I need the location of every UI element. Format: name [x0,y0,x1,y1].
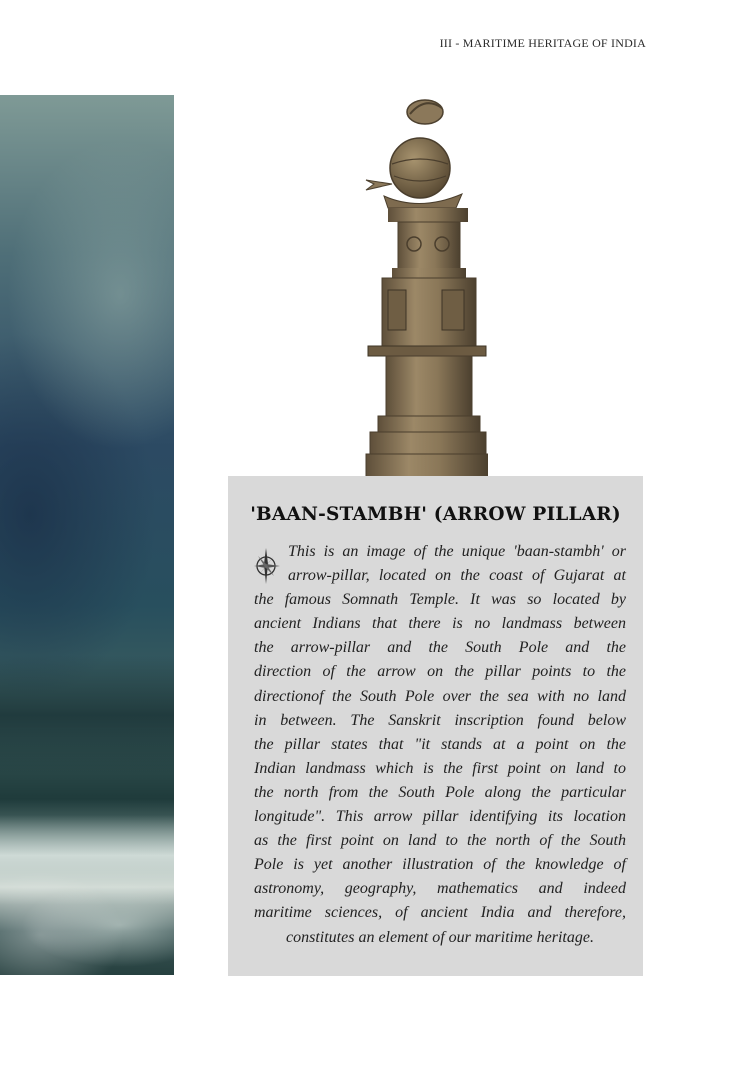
caption-line: maritime sciences, of ancient India and therefore, [254,904,626,922]
caption-line: the famous Somnath Temple. It was so located by [254,591,626,609]
arrow-pillar-image [358,92,488,494]
caption-line: as the first point on land to the north of the South [254,832,626,850]
caption-line: the north from the South Pole along the particular [254,783,626,801]
caption-line: direction of the arrow on the pillar points to the [254,663,626,681]
caption-line: arrow-pillar, located on the coast of Gujarat at [288,567,626,585]
caption-title: 'BAAN-STAMBH' (ARROW PILLAR) [250,504,621,525]
caption-box [228,476,643,976]
caption-line: the arrow-pillar and the South Pole and the [254,639,626,657]
caption-line: This is an image of the unique 'baan-stambh' or [288,543,626,560]
caption-line: astronomy, geography, mathematics and indeed [254,880,626,898]
caption-line: Pole is yet another illustration of the knowledge of [254,856,626,874]
stormy-sea-image [0,95,174,975]
caption-line: the pillar states that "it stands at a point on the [254,735,626,753]
caption-line: in between. The Sanskrit inscription found below [254,711,626,729]
caption-line: directionof the South Pole over the sea with no land [254,687,626,705]
caption-line: Indian landmass which is the first point on land to [254,759,626,777]
caption-line: ancient Indians that there is no landmass between [254,615,626,633]
caption-body [254,540,626,950]
compass-rose-icon [252,542,282,586]
caption-line: longitude". This arrow pillar identifying its location [254,808,626,826]
running-header: III - MARITIME HERITAGE OF INDIA [439,36,646,50]
caption-line: constitutes an element of our maritime heritage. [286,928,594,946]
